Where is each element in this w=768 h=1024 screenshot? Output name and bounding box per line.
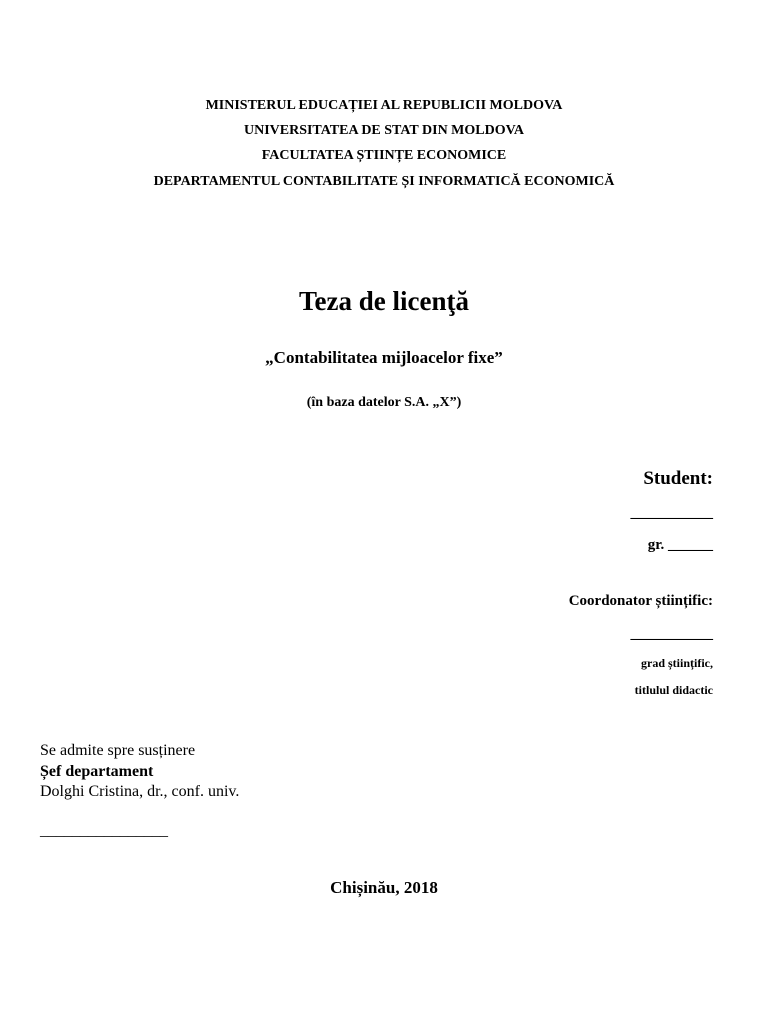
ministry-heading: MINISTERUL EDUCAȚIEI AL REPUBLICII MOLDOVA	[205, 98, 563, 113]
faculty-heading: FACULTATEA ȘTIINȚE ECONOMICE	[261, 148, 507, 163]
thesis-basis: (în baza datelor S.A. „X”)	[306, 395, 462, 410]
coordinator-name-blank: ___________	[630, 626, 713, 642]
approval-signature-blank: ________________	[40, 822, 168, 839]
thesis-subject: „Contabilitatea mijloacelor fixe”	[265, 348, 503, 367]
coordinator-title: titlulul didactic	[634, 683, 713, 697]
student-label: Student:	[643, 468, 713, 489]
department-heading: DEPARTAMENTUL CONTABILITATE ȘI INFORMATICĂ ECONOMICĂ	[153, 174, 615, 189]
approval-line-name: Dolghi Cristina, dr., conf. univ.	[40, 783, 240, 800]
coordinator-label: Coordonator științific:	[568, 593, 713, 609]
student-name-blank: ___________	[630, 505, 713, 521]
thesis-title: Teza de licenţă	[299, 286, 469, 316]
place-year: Chișinău, 2018	[330, 878, 438, 897]
university-heading: UNIVERSITATEA DE STAT DIN MOLDOVA	[243, 123, 525, 138]
approval-line-head: Șef departament	[40, 763, 154, 780]
student-group: gr. ______	[647, 537, 713, 553]
approval-line-admission: Se admite spre susținere	[40, 742, 196, 759]
coordinator-degree: grad științific,	[641, 656, 713, 670]
